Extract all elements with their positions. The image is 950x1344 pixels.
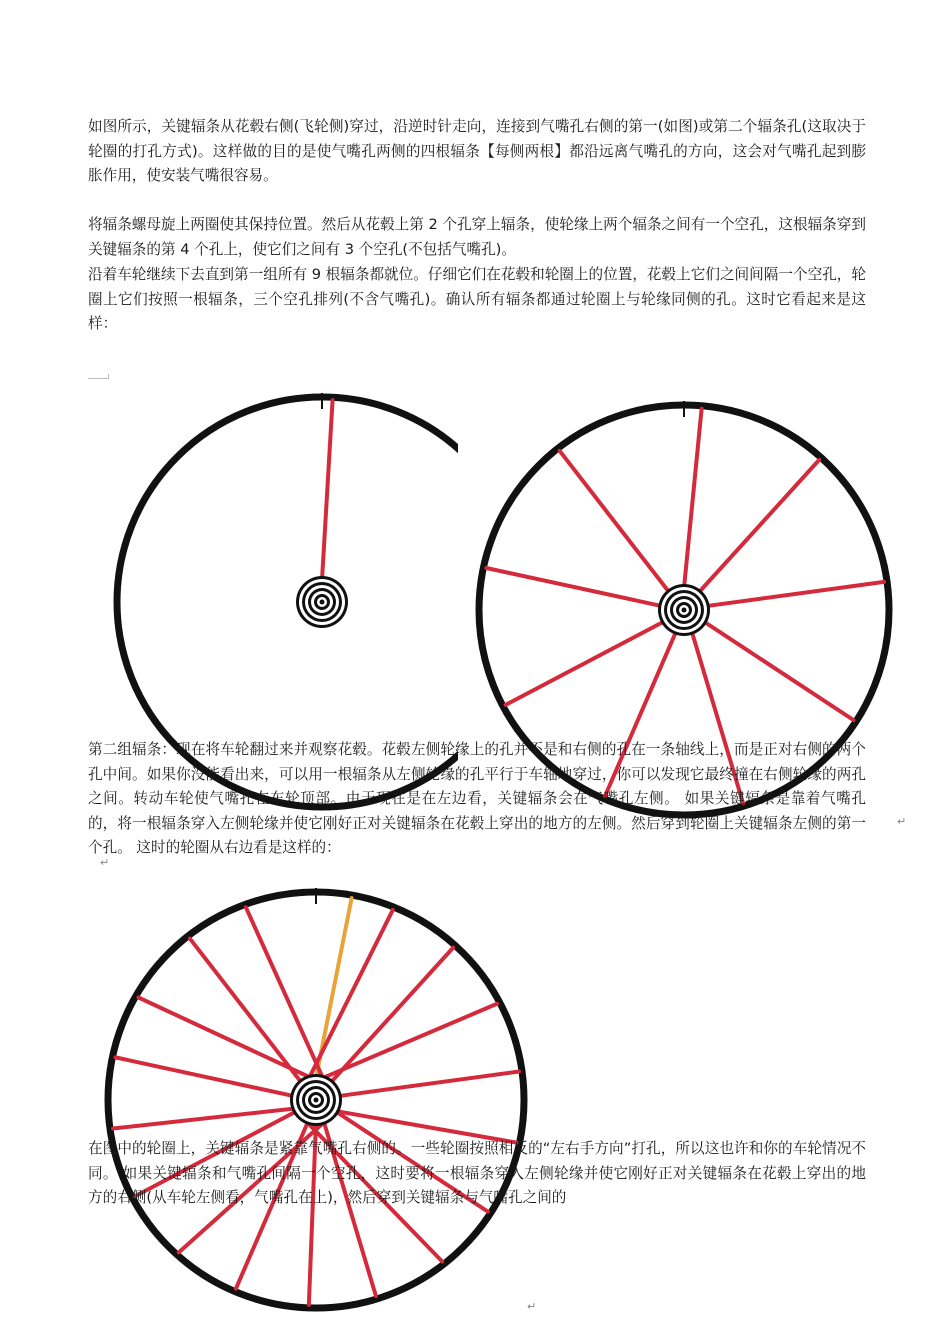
paragraph-first-group: 沿着车轮继续下去直到第一组所有 9 根辐条都就位。仔细它们在花毂和轮圈上的位置，花毂上它们之间间隔一个空孔，轮圈上它们按照一根辐条，三个空孔排列(不含气嘴孔)。确认所有辐条都通过轮圈上与轮缘同侧的孔。这时它看起来是这样： bbox=[88, 266, 866, 332]
hub-axle bbox=[314, 1098, 319, 1103]
paragraph-second-spoke: 将辐条螺母旋上两圈使其保持位置。然后从花毂上第 2 个孔穿上辐条，使轮缘上两个辐条之间有一个空孔，这根辐条穿到关键辐条的第 4 个孔上，使它们之间有 3 个空孔(不包括气嘴孔)。 bbox=[88, 216, 866, 258]
spoke bbox=[190, 938, 302, 1083]
spoke bbox=[338, 1071, 519, 1096]
return-mark: ↵ bbox=[897, 815, 907, 828]
return-mark: ↵ bbox=[527, 1300, 537, 1313]
spoke bbox=[330, 948, 453, 1083]
paragraph-key-spoke: 如图所示，关键辐条从花毂右侧(飞轮侧)穿过，沿逆时针走向，连接到气嘴孔右侧的第一(如图)或第二个辐条孔(这取决于轮圈的打孔方式)。这样做的目的是使气嘴孔两侧的四根辐条【每侧两根】都沿远离气嘴孔的方向，这会对气嘴孔起到膨胀作用，使安装气嘴很容易。 bbox=[88, 118, 866, 184]
spoke bbox=[115, 1057, 294, 1096]
paragraph-hand-direction: 在图中的轮圈上，关键辐条是紧靠气嘴孔右侧的。一些轮圈按照相反的“左右手方向”打孔，所以这也许和你的车轮情况不同。 如果关键辐条和气嘴孔间隔一个空孔，这时要将一根辐条穿入左侧轮缘并使它刚好正对关键辐条在花毂上穿出的地方的右侧(从车轮左侧看，气嘴孔在上)，然后穿到关键辐条与气嘴孔之间的 bbox=[88, 1140, 866, 1206]
return-mark: ↵ bbox=[100, 856, 110, 869]
paragraph-second-group: 第二组辐条：现在将车轮翻过来并观察花毂。花毂左侧轮缘上的孔并不是和右侧的孔在一条轴线上，而是正对右侧的两个孔中间。如果你没能看出来，可以用一根辐条从左侧轮缘的孔平行于车轴地穿过，你可以发现它最终撞在右侧轮缘的两孔之间。转动车轮使气嘴孔在车轮顶部。由于现在是在左边看，关键辐条会在气嘴孔左侧。 如果关键辐条是靠着气嘴孔的，将一根辐条穿入左侧轮缘并使它刚好正对关键辐条在花毂上穿出的地方的左侧。然后穿到轮圈上关键辐条左侧的第一个孔。 这时的轮圈从右边看是这样的： bbox=[88, 741, 866, 856]
